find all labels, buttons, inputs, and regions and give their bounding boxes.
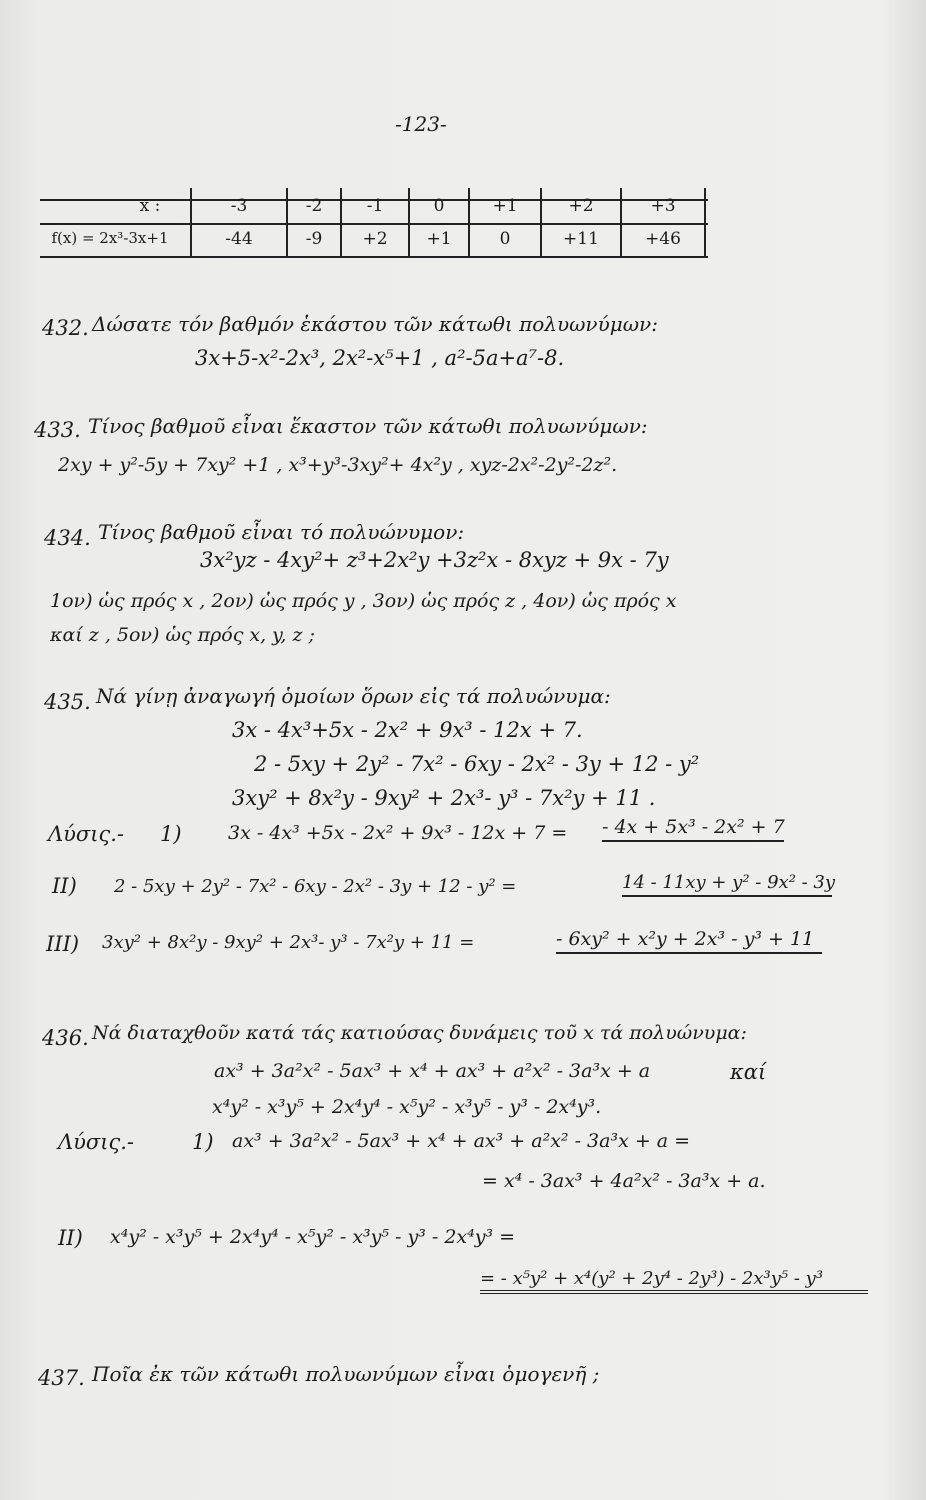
table-cell: +11	[563, 229, 599, 249]
solution-result: 14 - 11xy + y² - 9x² - 3y	[622, 872, 832, 897]
question-parts: 1ον) ὡς πρός x , 2ον) ὡς πρός y , 3ον) ὡς πρός z , 4ον) ὡς πρός x	[50, 590, 677, 612]
table-cell: +2	[362, 229, 388, 249]
table-cell: -44	[225, 229, 253, 249]
solution-item-label: 1)	[192, 1130, 214, 1154]
page-number: -123-	[395, 112, 447, 136]
solution-label: Λύσις.-	[58, 1130, 135, 1154]
polynomial-line: 3x+5-x²-2x³, 2x²-x⁵+1 , a²-5a+a⁷-8.	[195, 346, 565, 370]
table-cell: 0	[433, 196, 445, 216]
question-parts: καί z , 5ον) ὡς πρός x, y, z ;	[50, 624, 315, 646]
polynomial-line: 2 - 5xy + 2y² - 7x² - 6xy - 2x² - 3y + 12 - y²	[254, 752, 700, 776]
solution-expression: 2 - 5xy + 2y² - 7x² - 6xy - 2x² - 3y + 12 - y² =	[114, 876, 517, 897]
table-cell: -3	[230, 196, 248, 216]
exercise-text: Νά γίνῃ ἀναγωγή ὁμοίων ὅρων εἰς τά πολυώνυμα:	[96, 684, 611, 708]
exercise-number: 432.	[42, 316, 89, 340]
solution-expression: x⁴y² - x³y⁵ + 2x⁴y⁴ - x⁵y² - x³y⁵ - y³ - 2x⁴y³ =	[110, 1226, 516, 1248]
exercise-number: 433.	[34, 418, 81, 442]
solution-expression: 3xy² + 8x²y - 9xy² + 2x³- y³ - 7x²y + 11 =	[102, 932, 475, 953]
solution-item-label: II)	[52, 874, 77, 898]
table-middle-rule	[40, 223, 708, 225]
conjunction: καί	[730, 1060, 767, 1084]
exercise-text: Τίνος βαθμοῦ εἶναι τό πολυώνυμον:	[98, 520, 465, 544]
solution-result: = - x⁵y² + x⁴(y² + 2y⁴ - 2y³) - 2x³y⁵ - y³	[480, 1268, 868, 1294]
exercise-number: 434.	[44, 526, 91, 550]
solution-label: Λύσις.-	[48, 822, 125, 846]
table-cell: +46	[645, 229, 681, 249]
table-divider	[704, 188, 706, 258]
table-cell: +2	[568, 196, 594, 216]
table-row-label: f(x) = 2x³-3x+1	[51, 229, 169, 247]
polynomial-line: 2xy + y²-5y + 7xy² +1 , x³+y³-3xy²+ 4x²y , xyz-2x²-2y²-2z².	[58, 454, 618, 476]
table-cell: -1	[366, 196, 384, 216]
solution-item-label: III)	[46, 932, 80, 956]
table-cell: +3	[650, 196, 676, 216]
table-cell: 0	[499, 229, 511, 249]
table-header-label: x :	[139, 196, 161, 216]
polynomial-line: 3x²yz - 4xy²+ z³+2x²y +3z²x - 8xyz + 9x - 7y	[200, 548, 669, 572]
value-table	[40, 188, 708, 258]
solution-item-label: 1)	[160, 822, 182, 846]
exercise-text: Τίνος βαθμοῦ εἶναι ἕκαστον τῶν κάτωθι πολυωνύμων:	[88, 414, 648, 438]
polynomial-line: 3xy² + 8x²y - 9xy² + 2x³- y³ - 7x²y + 11 .	[232, 786, 656, 810]
table-cell: +1	[426, 229, 452, 249]
exercise-number: 435.	[44, 690, 91, 714]
solution-expression: 3x - 4x³ +5x - 2x² + 9x³ - 12x + 7 =	[228, 822, 568, 844]
polynomial-line: ax³ + 3a²x² - 5ax³ + x⁴ + ax³ + a²x² - 3a³x + a	[214, 1060, 651, 1082]
table-bottom-rule	[40, 256, 708, 258]
exercise-text: Νά διαταχθοῦν κατά τάς κατιούσας δυνάμεις τοῦ x τά πολυώνυμα:	[92, 1022, 747, 1044]
exercise-number: 437.	[38, 1366, 85, 1390]
solution-result: - 6xy² + x²y + 2x³ - y³ + 11	[556, 928, 822, 954]
table-cell: -2	[305, 196, 323, 216]
exercise-text: Ποῖα ἐκ τῶν κάτωθι πολυωνύμων εἶναι ὁμογενῆ ;	[92, 1362, 600, 1386]
table-cell: -9	[305, 229, 323, 249]
solution-expression: ax³ + 3a²x² - 5ax³ + x⁴ + ax³ + a²x² - 3a³x + a =	[232, 1130, 691, 1152]
solution-item-label: II)	[58, 1226, 83, 1250]
exercise-number: 436.	[42, 1026, 89, 1050]
exercise-text: Δώσατε τόν βαθμόν ἑκάστου τῶν κάτωθι πολυωνύμων:	[92, 312, 658, 336]
polynomial-line: 3x - 4x³+5x - 2x² + 9x³ - 12x + 7.	[232, 718, 583, 742]
table-cell: +1	[492, 196, 518, 216]
solution-result: = x⁴ - 3ax³ + 4a²x² - 3a³x + a.	[482, 1170, 766, 1192]
polynomial-line: x⁴y² - x³y⁵ + 2x⁴y⁴ - x⁵y² - x³y⁵ - y³ - 2x⁴y³.	[212, 1096, 602, 1118]
solution-result: - 4x + 5x³ - 2x² + 7	[602, 816, 784, 842]
